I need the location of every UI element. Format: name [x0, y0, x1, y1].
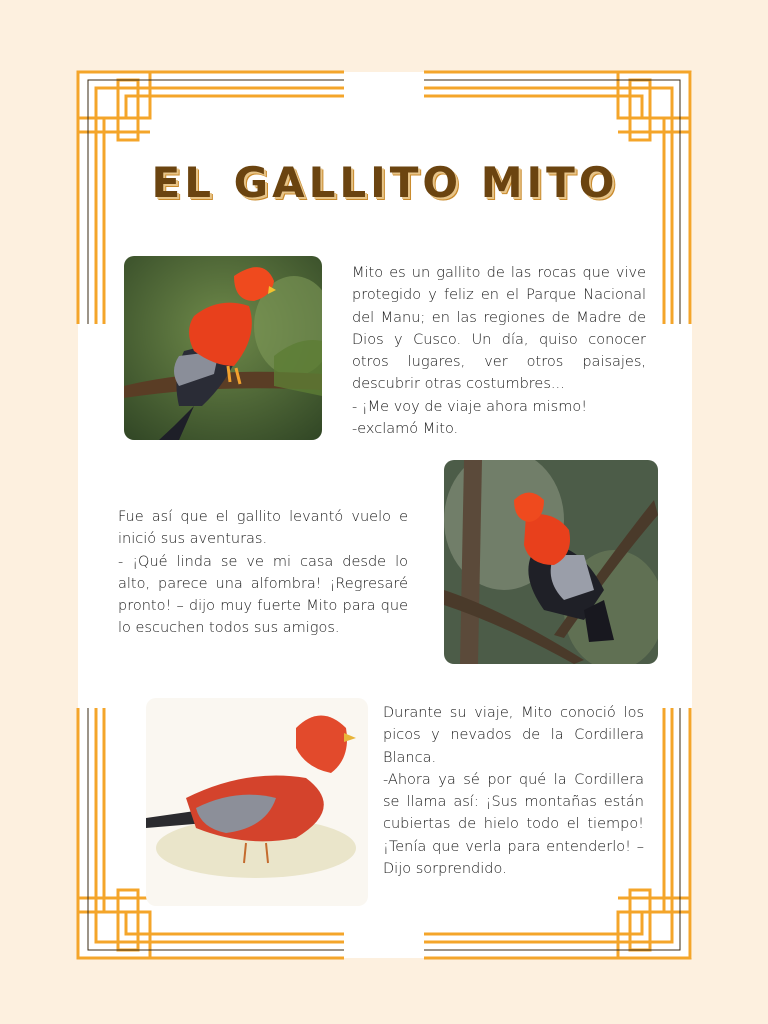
page-title: EL GALLITO MITO — [151, 158, 619, 207]
paragraph-1: Mito es un gallito de las rocas que vive protegido y feliz en el Parque Nacional del Manu; en las regiones de Madre de Dios y Cusco. Un día, quiso conocer otros lugares, ver otros paisajes, descubrir otras costumbres... - ¡Me voy de viaje ahora mismo! -exclamó Mito. — [352, 265, 646, 438]
photo-bird-on-branch-2 — [444, 460, 658, 664]
paragraph-2: Fue así que el gallito levantó vuelo e inició sus aventuras. - ¡Qué linda se ve mi casa desde lo alto, parece una alfombra! ¡Regresaré pronto! – dijo muy fuerte Mito para que lo escuchen todos sus amigos. — [118, 509, 408, 637]
photo-bird-on-branch-1 — [124, 256, 322, 440]
illustration-bird — [146, 698, 368, 906]
paragraph-3: Durante su viaje, Mito conoció los picos y nevados de la Cordillera Blanca. -Ahora ya sé por qué la Cordillera se llama así: ¡Sus montañas están cubiertas de hielo todo el tiempo! ¡Tenía que verla para entenderlo! – Dijo sorprendido. — [383, 705, 644, 878]
